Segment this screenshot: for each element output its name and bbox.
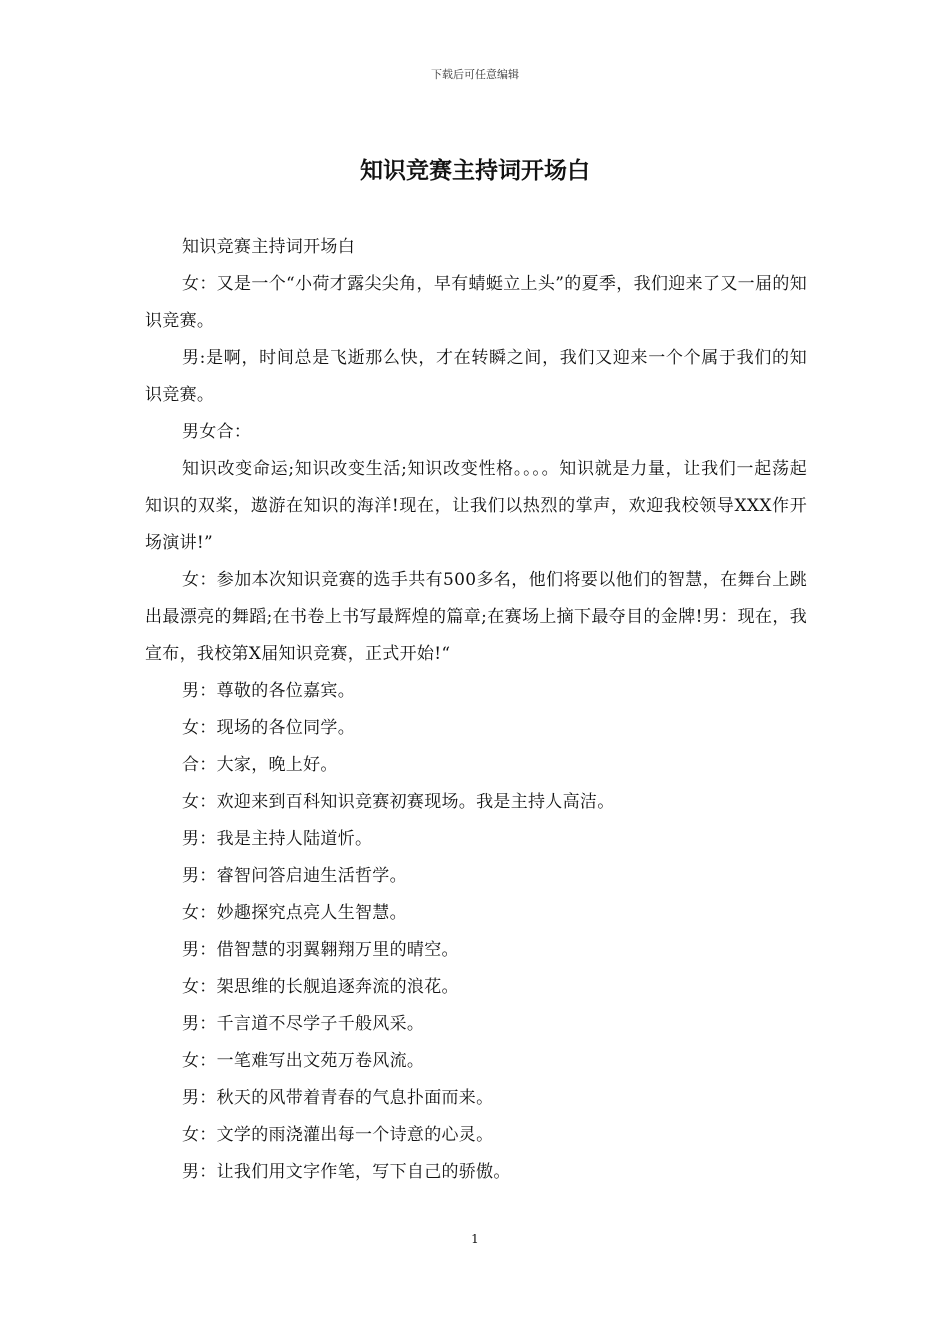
paragraph: 男：让我们用文字作笔，写下自己的骄傲。: [182, 1162, 511, 1182]
paragraph: 男：借智慧的羽翼翱翔万里的晴空。: [182, 940, 459, 960]
page-number: 1: [471, 1232, 479, 1246]
paragraph: 知识改变命运;知识改变生活;知识改变性格。。。。知识就是力量，让我们一起荡起知识的双桨，遨游在知识的海洋!现在，让我们以热烈的掌声，欢迎我校领导XXX作开场演讲!”: [145, 459, 807, 553]
paragraph: 女：架思维的长舰追逐奔流的浪花。: [182, 977, 459, 997]
paragraph: 女：妙趣探究点亮人生智慧。: [182, 903, 407, 923]
paragraph: 男：千言道不尽学子千般风采。: [182, 1014, 425, 1034]
page-header-note: 下载后可任意编辑: [431, 68, 519, 81]
document-body: [145, 229, 807, 1191]
paragraph: 女：又是一个“小荷才露尖尖角，早有蜻蜓立上头”的夏季，我们迎来了又一届的知识竞赛。: [145, 274, 807, 331]
paragraph: 女：现场的各位同学。: [182, 718, 355, 738]
paragraph: 女：文学的雨浇灌出每一个诗意的心灵。: [182, 1125, 494, 1145]
paragraph: 女：欢迎来到百科知识竞赛初赛现场。我是主持人高洁。: [182, 792, 615, 812]
paragraph: 男：尊敬的各位嘉宾。: [182, 681, 355, 701]
paragraph: 男女合：: [182, 422, 252, 442]
paragraph: 女：参加本次知识竞赛的选手共有500多名，他们将要以他们的智慧，在舞台上跳出最漂亮的舞蹈;在书卷上书写最辉煌的篇章;在赛场上摘下最夺目的金牌!男：现在，我宣布，我校第X届知识竞赛，正式开始!“: [145, 570, 807, 664]
paragraph: 男：秋天的风带着青春的气息扑面而来。: [182, 1088, 494, 1108]
paragraph: 男：我是主持人陆道忻。: [182, 829, 373, 849]
paragraph: 男:是啊，时间总是飞逝那么快，才在转瞬之间，我们又迎来一个个属于我们的知识竞赛。: [145, 348, 807, 405]
document-title: 知识竞赛主持词开场白: [360, 157, 590, 184]
paragraph: 合：大家，晚上好。: [182, 755, 338, 775]
paragraph-subtitle: 知识竞赛主持词开场白: [182, 237, 355, 257]
paragraph: 男：睿智问答启迪生活哲学。: [182, 866, 407, 886]
paragraph: 女：一笔难写出文苑万卷风流。: [182, 1051, 425, 1071]
